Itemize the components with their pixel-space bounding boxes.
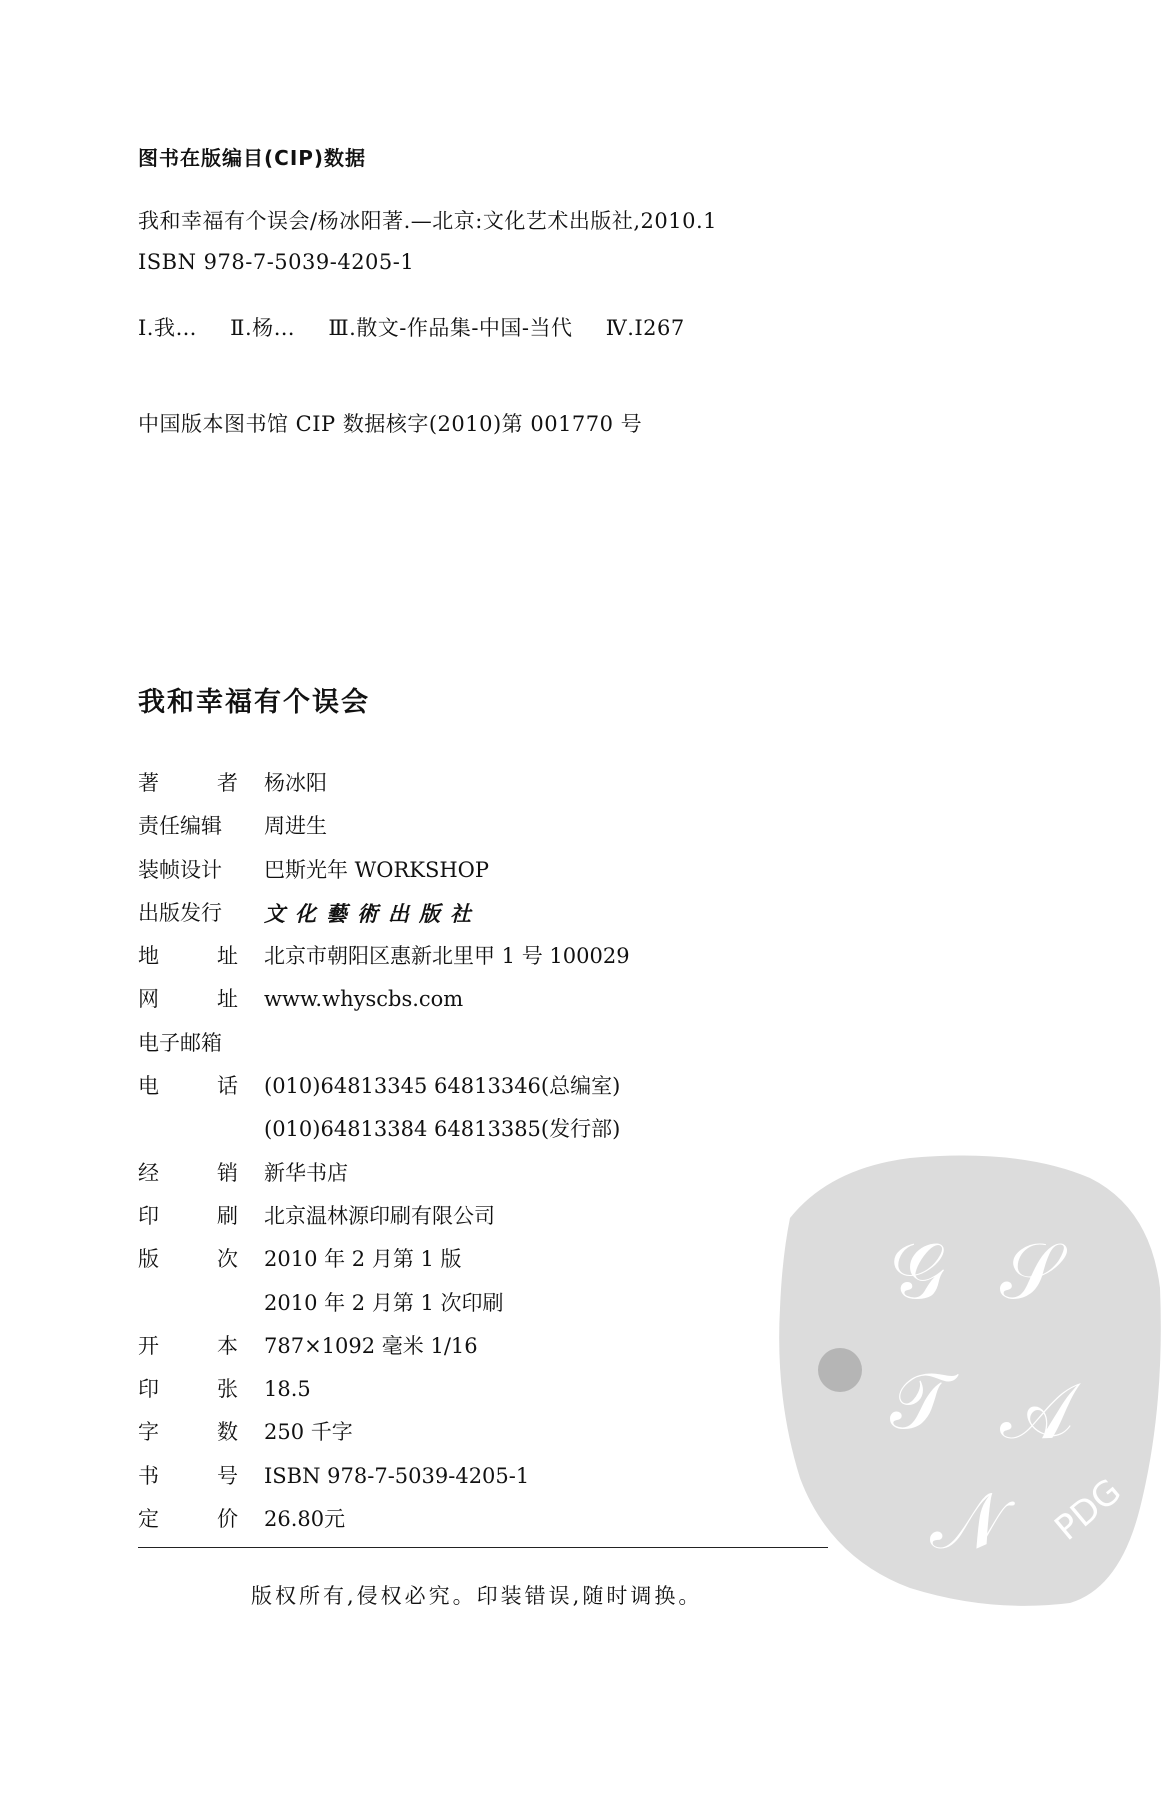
info-label: 地 址 <box>138 944 238 969</box>
info-label: 装帧设计 <box>138 857 222 882</box>
copyright-notice: 版权所有,侵权必究。印装错误,随时调换。 <box>251 1584 703 1608</box>
info-label: 电 话 <box>138 1074 238 1099</box>
cip-classification <box>138 312 711 342</box>
info-value: 杨冰阳 <box>264 771 327 795</box>
info-value: 250 千字 <box>264 1420 353 1445</box>
cip-class-2: Ⅱ.杨… <box>230 316 296 340</box>
info-value: 北京温林源印刷有限公司 <box>264 1203 495 1228</box>
cip-verification: 中国版本图书馆 CIP 数据核字(2010)第 001770 号 <box>138 412 643 436</box>
info-label: 经 销 <box>138 1160 238 1185</box>
info-label: 开 本 <box>138 1333 238 1358</box>
info-value: 2010 年 2 月第 1 次印刷 <box>264 1290 504 1315</box>
cip-record-line: 我和幸福有个误会/杨冰阳著.—北京:文化艺术出版社,2010.1 <box>138 209 717 233</box>
info-label: 定 价 <box>138 1507 238 1532</box>
stamp-glyph-4: 𝒜 <box>1000 1367 1074 1457</box>
info-value: ISBN 978-7-5039-4205-1 <box>264 1463 530 1488</box>
info-label: 字 数 <box>138 1420 238 1445</box>
info-value: 2010 年 2 月第 1 版 <box>264 1247 462 1272</box>
info-label: 印 刷 <box>138 1203 238 1228</box>
info-value: (010)64813384 64813385(发行部) <box>264 1117 621 1142</box>
cip-class-3: Ⅲ.散文-作品集-中国-当代 <box>328 316 573 340</box>
info-label: 书 号 <box>138 1463 238 1488</box>
book-title: 我和幸福有个误会 <box>138 687 370 718</box>
stamp-dot <box>818 1348 862 1392</box>
info-value: 787×1092 毫米 1/16 <box>264 1333 478 1358</box>
stamp-glyph-2: 𝒮 <box>1000 1227 1061 1317</box>
stamp-glyph-3: 𝒯 <box>890 1357 950 1447</box>
info-value: 新华书店 <box>264 1160 348 1185</box>
info-label: 责任编辑 <box>138 814 222 839</box>
info-value: 周进生 <box>264 814 327 839</box>
stamp-pdg-text: PDG <box>1047 1471 1130 1549</box>
publisher-name: 文化藝術出版社 <box>264 900 481 926</box>
info-label: 版 次 <box>138 1247 238 1272</box>
info-value: 巴斯光年 WORKSHOP <box>264 857 490 882</box>
cip-isbn-line: ISBN 978-7-5039-4205-1 <box>138 250 415 274</box>
cip-heading: 图书在版编目(CIP)数据 <box>138 146 367 170</box>
divider-line <box>138 1547 828 1548</box>
info-value: 18.5 <box>264 1377 311 1402</box>
cip-class-4: Ⅳ.I267 <box>605 316 685 340</box>
info-label: 出版发行 <box>138 900 222 925</box>
info-value: 26.80元 <box>264 1507 346 1532</box>
info-label: 著 者 <box>138 771 238 795</box>
info-label: 印 张 <box>138 1377 238 1402</box>
cip-class-1: Ⅰ.我… <box>138 316 197 340</box>
info-value: 北京市朝阳区惠新北里甲 1 号 100029 <box>264 944 630 969</box>
pdg-watermark-stamp <box>770 1148 1164 1613</box>
info-value: (010)64813345 64813346(总编室) <box>264 1074 621 1099</box>
info-label: 电子邮箱 <box>138 1030 222 1055</box>
info-value: www.whyscbs.com <box>264 987 464 1012</box>
stamp-glyph-1: 𝒢 <box>890 1227 946 1317</box>
info-label: 网 址 <box>138 987 238 1012</box>
stamp-glyph-5: 𝒩 <box>930 1477 1005 1567</box>
